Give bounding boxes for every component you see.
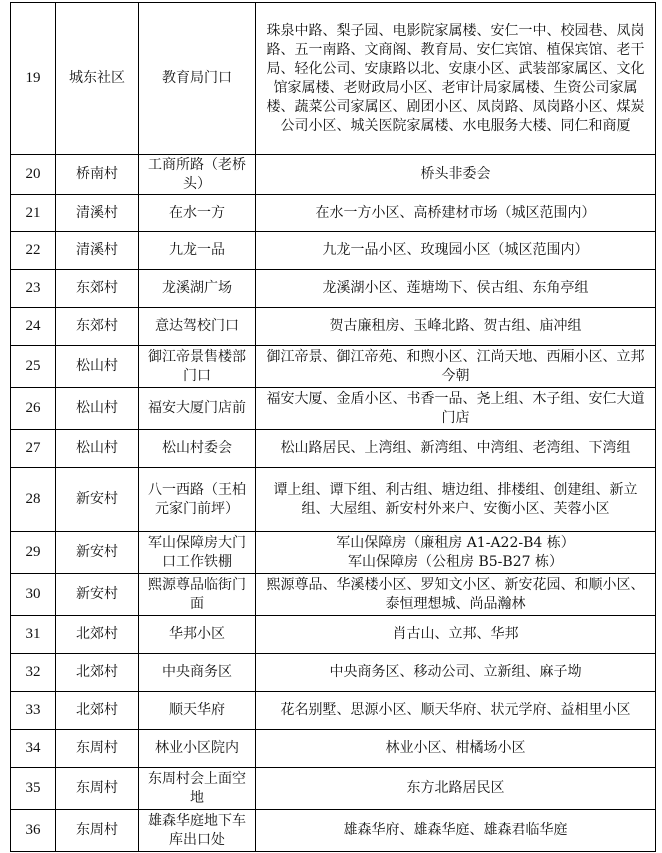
row-number: 35 (11, 768, 56, 810)
village-cell: 清溪村 (56, 195, 139, 232)
table-row (11, 388, 656, 430)
village-cell: 北郊村 (56, 654, 139, 692)
area-cell: 东方北路居民区 (256, 768, 656, 810)
table-row (11, 532, 656, 574)
village-cell: 东周村 (56, 730, 139, 768)
area-cell: 在水一方小区、高桥建材市场（城区范围内） (256, 195, 656, 232)
area-cell: 林业小区、柑橘场小区 (256, 730, 656, 768)
table-row (11, 574, 656, 616)
row-number: 31 (11, 616, 56, 654)
village-cell: 新安村 (56, 532, 139, 574)
area-cell: 雄森华府、雄森华庭、雄森君临华庭 (256, 810, 656, 852)
table-row (11, 430, 656, 468)
row-number: 22 (11, 232, 56, 270)
area-cell: 龙溪湖小区、莲塘坳下、侯古组、东角亭组 (256, 270, 656, 308)
area-cell: 花名别墅、思源小区、顺天华府、状元学府、益相里小区 (256, 692, 656, 730)
area-cell: 松山路居民、上湾组、新湾组、中湾组、老湾组、下湾组 (256, 430, 656, 468)
area-cell: 肖古山、立邦、华邦 (256, 616, 656, 654)
site-cell: 御江帝景售楼部门口 (139, 346, 256, 388)
row-number: 24 (11, 308, 56, 346)
site-cell: 八一西路（王柏元家门前坪） (139, 468, 256, 532)
site-cell: 中央商务区 (139, 654, 256, 692)
table-row (11, 3, 656, 155)
row-number: 29 (11, 532, 56, 574)
table-row (11, 346, 656, 388)
table-row (11, 270, 656, 308)
area-cell: 福安大厦、金盾小区、书香一品、尧上组、木子组、安仁大道门店 (256, 388, 656, 430)
village-cell: 北郊村 (56, 692, 139, 730)
row-number: 32 (11, 654, 56, 692)
village-cell: 清溪村 (56, 232, 139, 270)
row-number: 36 (11, 810, 56, 852)
site-cell: 东周村会上面空地 (139, 768, 256, 810)
row-number: 28 (11, 468, 56, 532)
row-number: 19 (11, 3, 56, 155)
site-cell: 工商所路（老桥头） (139, 155, 256, 195)
village-cell: 松山村 (56, 346, 139, 388)
village-cell: 东周村 (56, 768, 139, 810)
table-row (11, 768, 656, 810)
row-number: 25 (11, 346, 56, 388)
site-cell: 龙溪湖广场 (139, 270, 256, 308)
row-number: 23 (11, 270, 56, 308)
table-row (11, 654, 656, 692)
village-cell: 东郊村 (56, 270, 139, 308)
site-cell: 意达驾校门口 (139, 308, 256, 346)
table-row (11, 730, 656, 768)
site-cell: 在水一方 (139, 195, 256, 232)
village-cell: 松山村 (56, 388, 139, 430)
village-cell: 桥南村 (56, 155, 139, 195)
site-cell: 顺天华府 (139, 692, 256, 730)
site-cell: 雄森华庭地下车库出口处 (139, 810, 256, 852)
row-number: 34 (11, 730, 56, 768)
area-cell: 军山保障房（廉租房 A1-A22-B4 栋） 军山保障房（公租房 B5-B27 栋） (256, 532, 656, 574)
village-cell: 北郊村 (56, 616, 139, 654)
area-cell: 熙源尊品、华溪楼小区、罗知文小区、新安花园、和顺小区、泰恒理想城、尚品瀚林 (256, 574, 656, 616)
table-row (11, 155, 656, 195)
area-cell: 桥头非委会 (256, 155, 656, 195)
table-row (11, 195, 656, 232)
site-cell: 松山村委会 (139, 430, 256, 468)
table-row (11, 810, 656, 852)
area-cell: 御江帝景、御江帝苑、和煦小区、江尚天地、西厢小区、立邦今朝 (256, 346, 656, 388)
area-cell: 贺古廉租房、玉峰北路、贺古组、庙冲组 (256, 308, 656, 346)
table-row (11, 232, 656, 270)
site-cell: 九龙一品 (139, 232, 256, 270)
table-row (11, 616, 656, 654)
village-cell: 东周村 (56, 810, 139, 852)
table-row (11, 692, 656, 730)
site-cell: 教育局门口 (139, 3, 256, 155)
row-number: 21 (11, 195, 56, 232)
table-row (11, 468, 656, 532)
row-number: 26 (11, 388, 56, 430)
area-cell: 中央商务区、移动公司、立新组、麻子坳 (256, 654, 656, 692)
site-cell: 福安大厦门店前 (139, 388, 256, 430)
row-number: 30 (11, 574, 56, 616)
area-cell: 九龙一品小区、玫瑰园小区（城区范围内） (256, 232, 656, 270)
site-cell: 熙源尊品临街门面 (139, 574, 256, 616)
site-cell: 林业小区院内 (139, 730, 256, 768)
row-number: 27 (11, 430, 56, 468)
village-cell: 新安村 (56, 468, 139, 532)
village-cell: 新安村 (56, 574, 139, 616)
row-number: 33 (11, 692, 56, 730)
village-cell: 城东社区 (56, 3, 139, 155)
village-cell: 松山村 (56, 430, 139, 468)
distribution-table (10, 2, 656, 852)
area-cell: 珠泉中路、梨子园、电影院家属楼、安仁一中、校园巷、凤岗路、五一南路、文商阁、教育局、安仁宾馆、植保宾馆、老干局、轻化公司、安康路以北、安康小区、武装部家属区、文化馆家属楼、老财政局小区、老审计局家属楼、生资公司家属楼、蔬菜公司家属区、剧团小区、凤岗路、凤岗路小区、煤炭公司小区、城关医院家属楼、水电服务大楼、同仁和商厦 (256, 3, 656, 155)
row-number: 20 (11, 155, 56, 195)
village-cell: 东郊村 (56, 308, 139, 346)
area-cell: 谭上组、谭下组、利古组、塘边组、排楼组、创建组、新立组、大屋组、新安村外来户、安衡小区、芙蓉小区 (256, 468, 656, 532)
table-row (11, 308, 656, 346)
site-cell: 华邦小区 (139, 616, 256, 654)
site-cell: 军山保障房大门口工作铁棚 (139, 532, 256, 574)
